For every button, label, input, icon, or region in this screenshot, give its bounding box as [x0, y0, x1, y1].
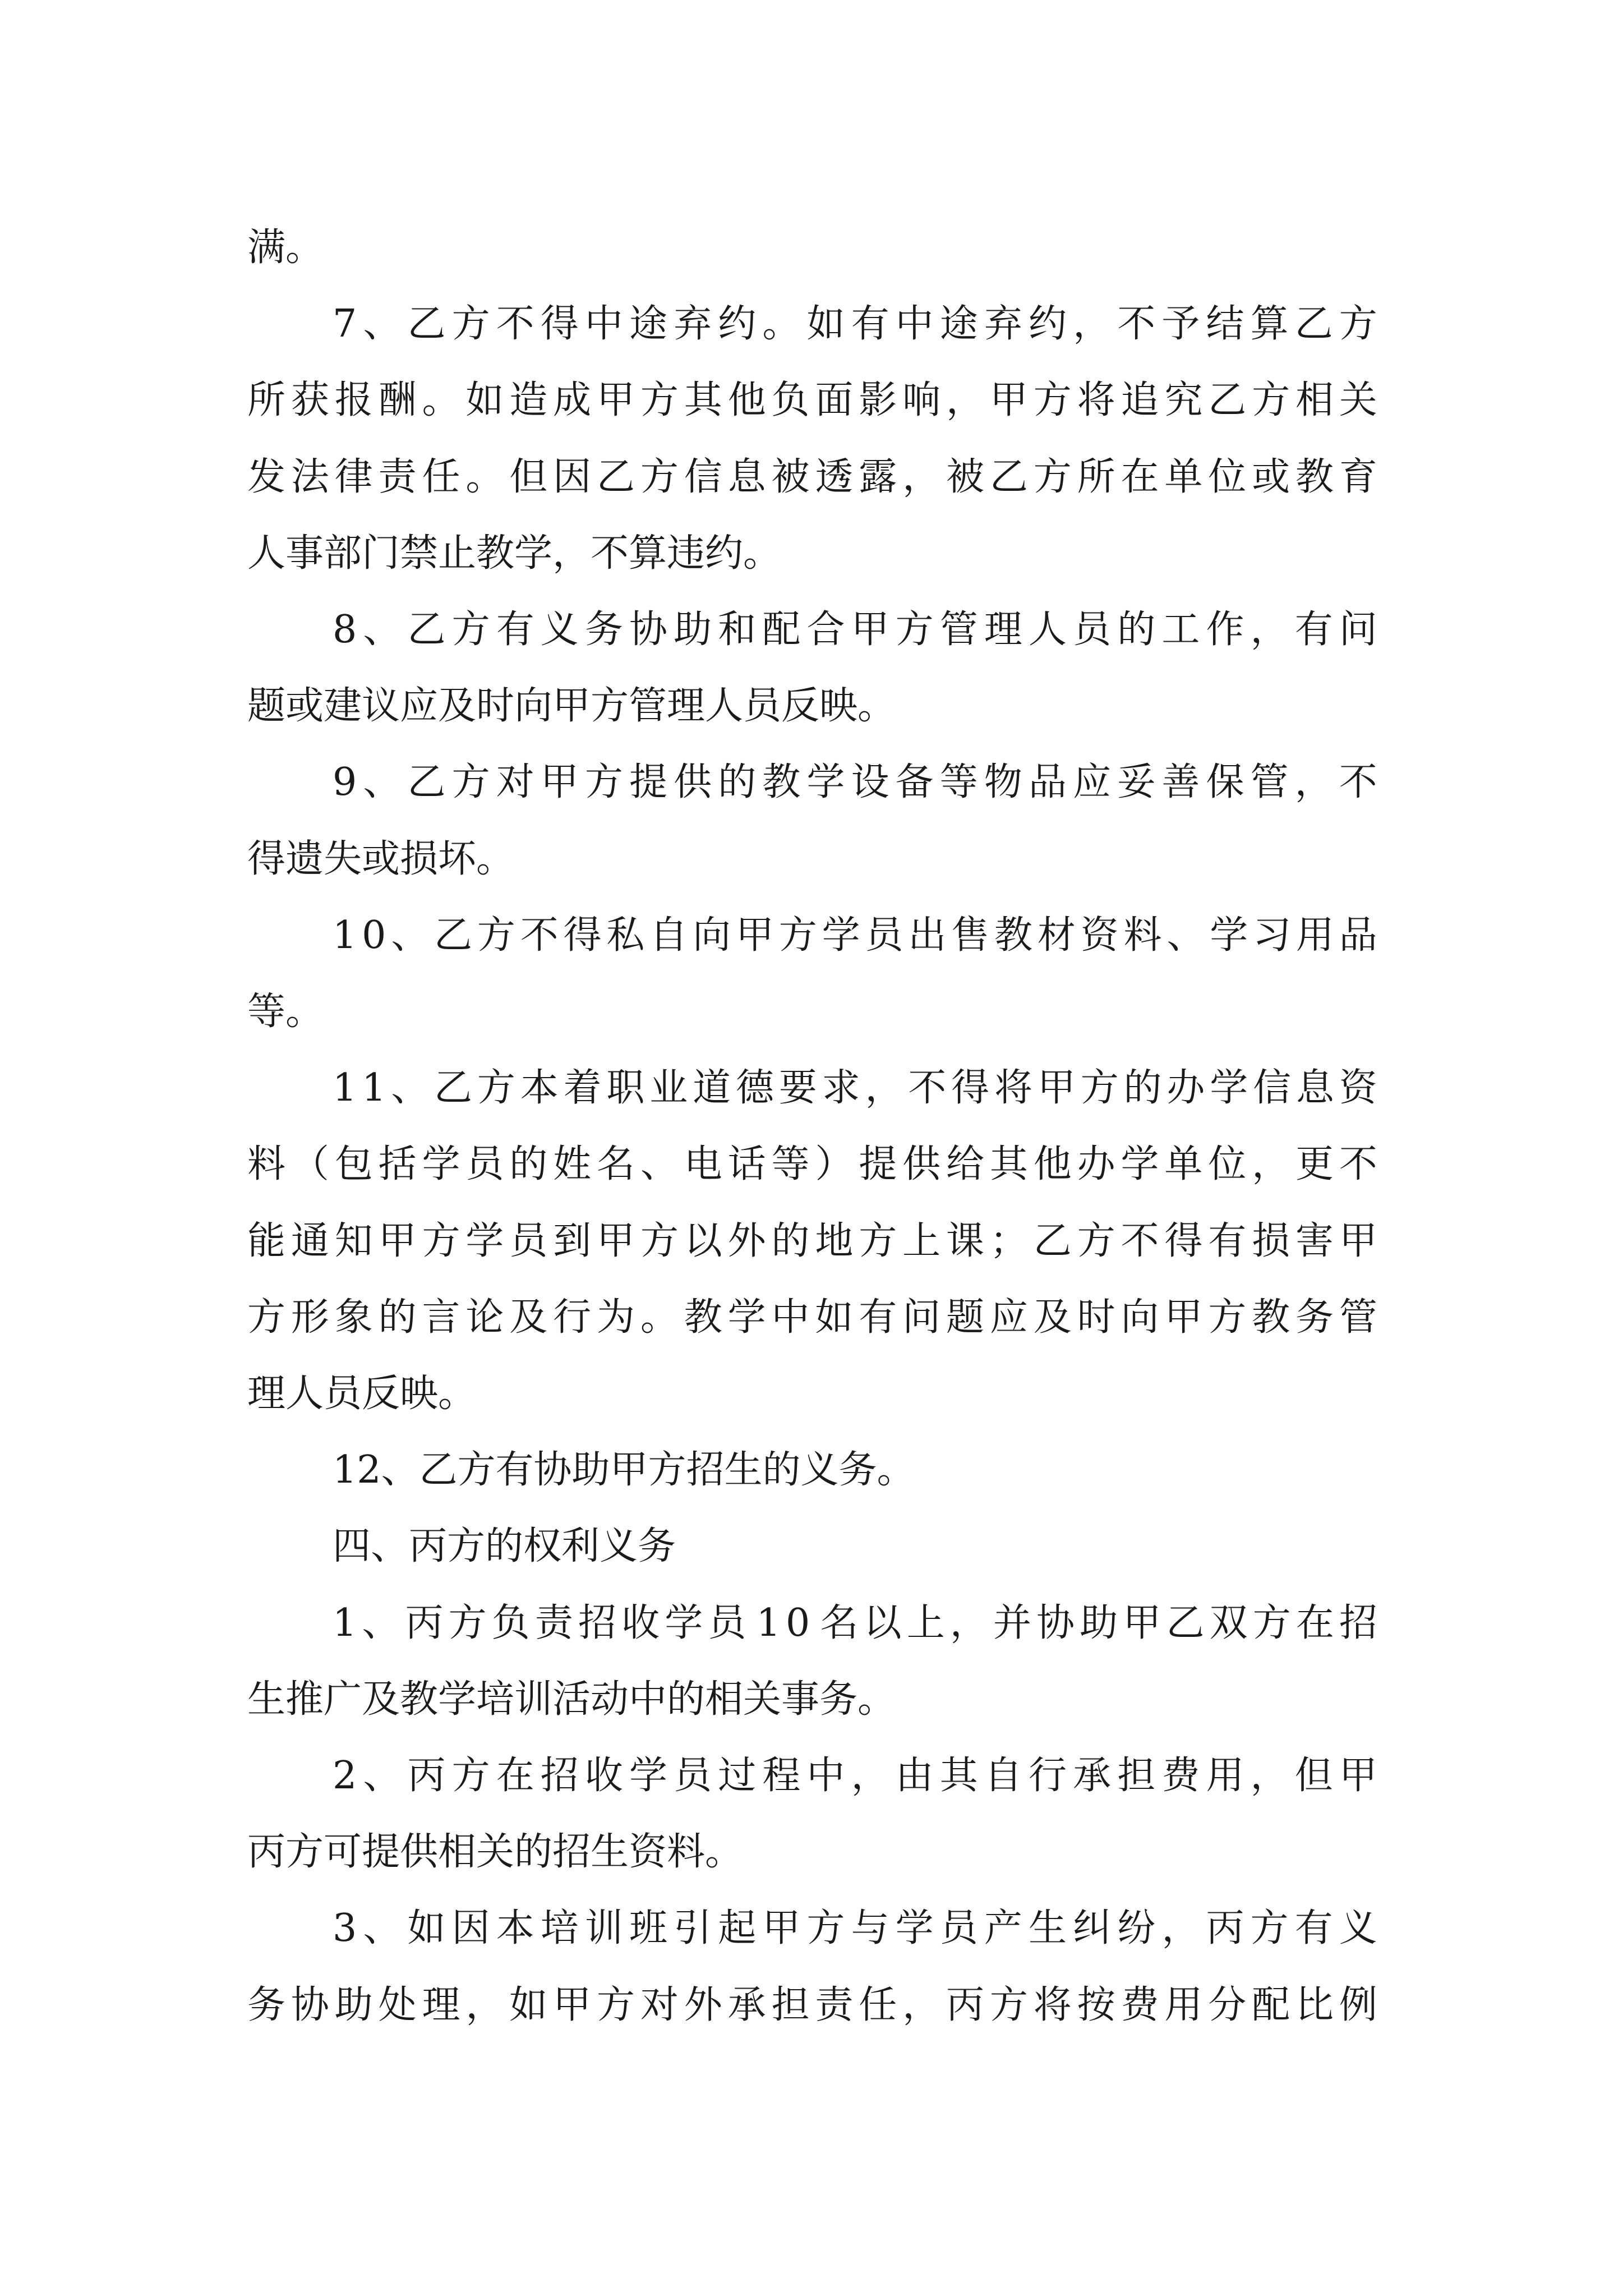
- text-line: 等。: [247, 990, 324, 1034]
- text-line: 理人员反映。: [247, 1372, 477, 1416]
- text-line: 得遗失或损坏。: [247, 836, 515, 881]
- text-line: 所 获 报 酬 。 如 造 成 甲 方 其 他 负 面 影 响 ， 甲 方 将 追 究 乙 方 相 关: [247, 378, 1377, 423]
- text-line: 3 、 如 因 本 培 训 班 引 起 甲 方 与 学 员 产 生 纠 纷 ， 丙 方 有 义: [333, 1906, 1377, 1951]
- text-line: 务 协 助 处 理 ， 如 甲 方 对 外 承 担 责 任 ， 丙 方 将 按 费 用 分 配 比 例: [247, 1982, 1377, 2027]
- text-line: 1 1 、 乙 方 本 着 职 业 道 德 要 求 ， 不 得 将 甲 方 的 办 学 信 息 资: [333, 1066, 1377, 1111]
- text-line: 2 、 丙 方 在 招 收 学 员 过 程 中 ， 由 其 自 行 承 担 费 用 ， 但 甲: [333, 1754, 1377, 1798]
- text-line: 9 、 乙 方 对 甲 方 提 供 的 教 学 设 备 等 物 品 应 妥 善 保 管 ， 不: [333, 760, 1377, 805]
- text-line: 12、乙方有协助甲方招生的义务。: [333, 1448, 915, 1493]
- text-line: 1 、 丙 方 负 责 招 收 学 员 1 0 名 以 上 ， 并 协 助 甲 乙 双 方 在 招: [333, 1600, 1377, 1645]
- text-line: 题或建议应及时向甲方管理人员反映。: [247, 684, 896, 729]
- text-line: 8 、 乙 方 有 义 务 协 助 和 配 合 甲 方 管 理 人 员 的 工 作 ， 有 问: [333, 608, 1377, 652]
- text-line: 满。: [247, 226, 324, 270]
- section-heading: 四、丙方的权利义务: [333, 1524, 676, 1569]
- text-line: 人事部门禁止教学，不算违约。: [247, 531, 782, 576]
- text-line: 发 法 律 责 任 。 但 因 乙 方 信 息 被 透 露 ， 被 乙 方 所 在 单 位 或 教 育: [247, 454, 1377, 499]
- text-line: 料 （ 包 括 学 员 的 姓 名 、 电 话 等 ） 提 供 给 其 他 办 学 单 位 ， 更 不: [247, 1142, 1377, 1187]
- text-line: 生推广及教学培训活动中的相关事务。: [247, 1677, 896, 1722]
- text-line: 丙方可提供相关的招生资料。: [247, 1830, 744, 1875]
- text-line: 方 形 象 的 言 论 及 行 为 。 教 学 中 如 有 问 题 应 及 时 向 甲 方 教 务 管: [247, 1295, 1377, 1340]
- text-line: 能 通 知 甲 方 学 员 到 甲 方 以 外 的 地 方 上 课 ； 乙 方 不 得 有 损 害 甲: [247, 1218, 1377, 1263]
- text-line: 1 0 、 乙 方 不 得 私 自 向 甲 方 学 员 出 售 教 材 资 料 、 学 习 用 品: [333, 913, 1377, 958]
- text-line: 7 、 乙 方 不 得 中 途 弃 约 。 如 有 中 途 弃 约 ， 不 予 结 算 乙 方: [333, 302, 1377, 347]
